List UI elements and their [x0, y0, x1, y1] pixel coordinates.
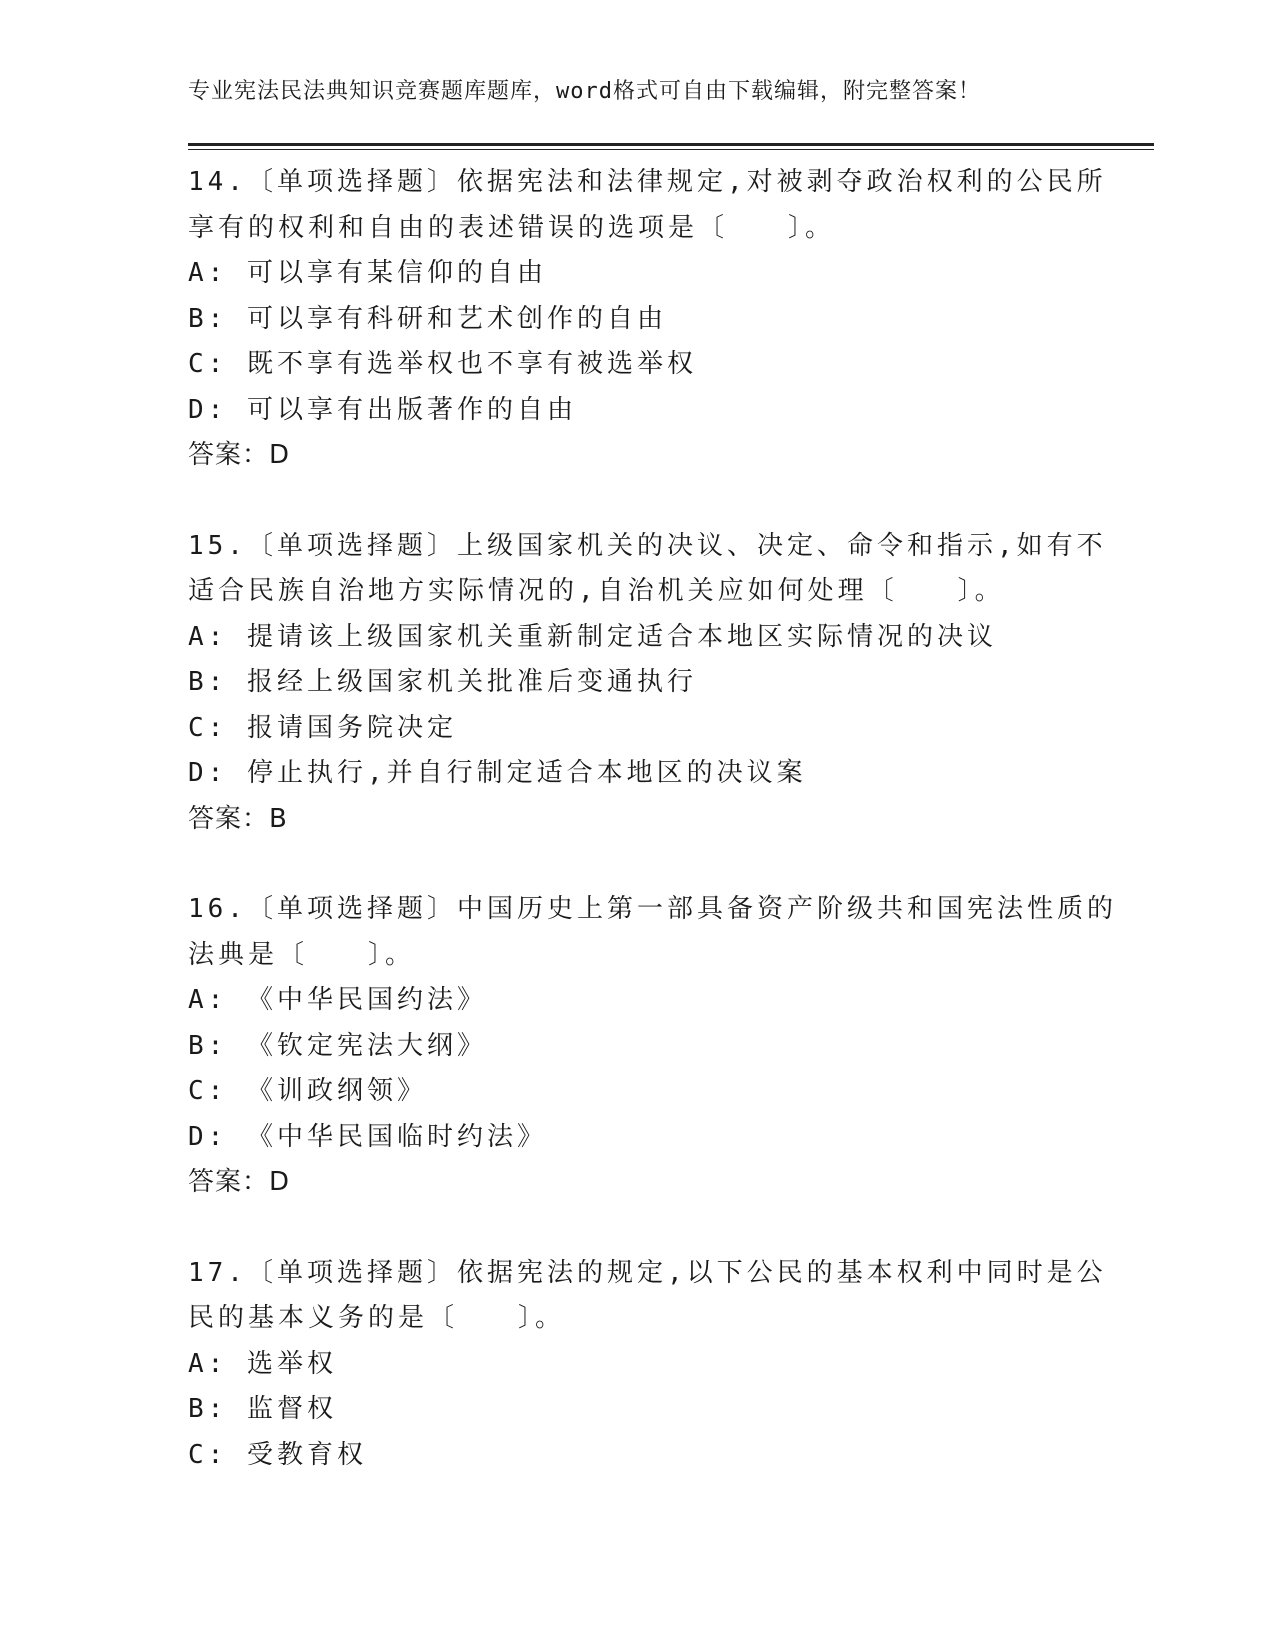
question-15	[188, 524, 1107, 843]
question-stem-line: 民的基本义务的是〔 〕。	[188, 1303, 566, 1333]
option-b: B: 监督权	[188, 1394, 337, 1424]
option-d: D: 可以享有出版著作的自由	[188, 394, 577, 425]
question-16	[188, 887, 1117, 1206]
question-stem-line: 15.〔单项选择题〕上级国家机关的决议、决定、命令和指示,如有不	[188, 530, 1107, 561]
option-d: D: 停止执行,并自行制定适合本地区的决议案	[188, 758, 807, 788]
question-stem-line: 法典是〔 〕。	[188, 939, 416, 970]
question-stem-line: 适合民族自治地方实际情况的,自治机关应如何处理〔 〕。	[188, 576, 1005, 606]
option-b: B: 可以享有科研和艺术创作的自由	[188, 303, 667, 334]
option-c: C: 既不享有选举权也不享有被选举权	[188, 349, 697, 379]
page-header: 专业宪法民法典知识竞赛题库题库，word格式可自由下载编辑，附完整答案！	[188, 79, 981, 104]
option-c: C: 受教育权	[188, 1439, 367, 1470]
question-stem-line: 14.〔单项选择题〕依据宪法和法律规定,对被剥夺政治权利的公民所	[188, 167, 1107, 197]
question-stem-line: 17.〔单项选择题〕依据宪法的规定,以下公民的基本权利中同时是公	[188, 1257, 1107, 1288]
answer-line: 答案：D	[188, 440, 291, 470]
option-d: D: 《中华民国临时约法》	[188, 1121, 547, 1152]
option-b: B: 《钦定宪法大纲》	[188, 1030, 487, 1061]
option-a: A: 《中华民国约法》	[188, 985, 487, 1015]
header-rule-thick	[188, 143, 1154, 146]
question-stem-line: 享有的权利和自由的表述错误的选项是〔 〕。	[188, 212, 836, 243]
option-a: A: 提请该上级国家机关重新制定适合本地区实际情况的决议	[188, 621, 997, 652]
header-rule-thin	[188, 149, 1154, 150]
question-stem-line: 16.〔单项选择题〕中国历史上第一部具备资产阶级共和国宪法性质的	[188, 894, 1117, 924]
answer-line: 答案：B	[188, 803, 288, 834]
question-17	[188, 1251, 1107, 1479]
option-c: C: 报请国务院决定	[188, 712, 457, 743]
option-a: A: 可以享有某信仰的自由	[188, 258, 547, 288]
question-14	[188, 160, 1107, 479]
option-a: A: 选举权	[188, 1348, 337, 1379]
option-b: B: 报经上级国家机关批准后变通执行	[188, 667, 697, 697]
answer-line: 答案：D	[188, 1167, 291, 1197]
option-c: C: 《训政纲领》	[188, 1076, 427, 1106]
question-list	[188, 160, 1117, 1523]
